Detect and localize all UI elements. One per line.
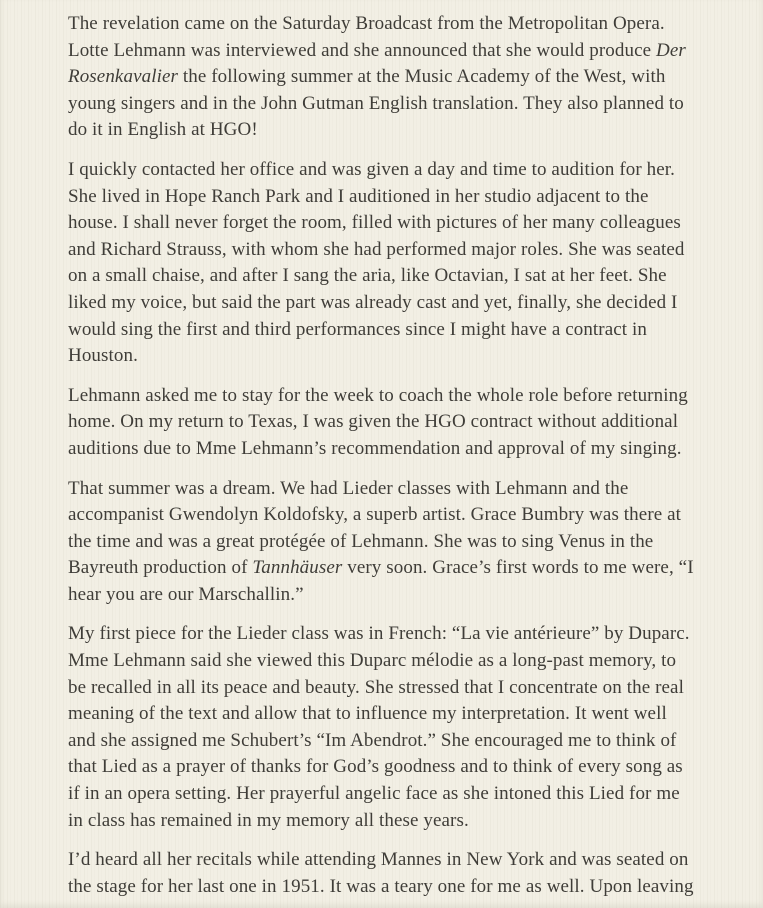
- paragraph: [68, 847, 698, 900]
- text-run: Lehmann asked me to stay for the week to coach the whole role before returning home. On my return to Texas, I was given the HGO contract without additional auditions due to Mme Lehmann’s recommendation and approval of my singing.: [68, 384, 688, 459]
- text-run: the following summer at the Music Academy of the West, with young singers and in the John Gutman English translation. They also planned to do it in English at HGO!: [68, 66, 684, 141]
- paragraph: [68, 11, 698, 144]
- paragraph: [68, 383, 698, 463]
- text-run: The revelation came on the Saturday Broadcast from the Metropolitan Opera. Lotte Lehmann was interviewed and she announced that she would produce: [68, 13, 665, 61]
- paragraph: [68, 621, 698, 834]
- text-run: I quickly contacted her office and was given a day and time to audition for her. She lived in Hope Ranch Park and I auditioned in her studio adjacent to the house. I shall never forget the room, filled with pictures of her many colleagues and Richard Strauss, with whom she had performed major roles. She was seated on a small chaise, and after I sang the aria, like Octavian, I sat at her feet. She liked my voice, but said the part was already cast and yet, finally, she decided I would sing the first and third performances since I might have a contract in Houston.: [68, 158, 685, 367]
- paragraph: [68, 157, 698, 370]
- article-body: [68, 11, 698, 900]
- text-run: very soon. Grace’s first words to me were, “I hear you are our Marschallin.”: [68, 557, 694, 605]
- paragraph: [68, 476, 698, 609]
- text-run: That summer was a dream. We had Lieder classes with Lehmann and the accompanist Gwendolyn Koldofsky, a superb artist. Grace Bumbry was there at the time and was a great protégée of Lehmann. She was to sing Venus in the Bayreuth production of: [68, 477, 682, 579]
- italic-text-run: Tannhäuser: [252, 557, 343, 579]
- text-run: I’d heard all her recitals while attending Mannes in New York and was seated on the stage for her last one in 1951. It was a teary one for me as well. Upon leaving: [68, 849, 694, 897]
- italic-text-run: Der Rosenkavalier: [68, 39, 686, 88]
- text-run: My first piece for the Lieder class was in French: “La vie antérieure” by Duparc. Mme Lehmann said she viewed this Duparc mélodie as a long-past memory, to be recalled in all its peace and beauty. She stressed that I concentrate on the real meaning of the text and allow that to influence my interpretation. It went well and she assigned me Schubert’s “Im Abendrot.” She encouraged me to think of that Lied as a prayer of thanks for God’s goodness and to think of every song as if in an opera setting. Her prayerful angelic face as she intoned this Lied for me in class has remained in my memory all these years.: [68, 623, 690, 831]
